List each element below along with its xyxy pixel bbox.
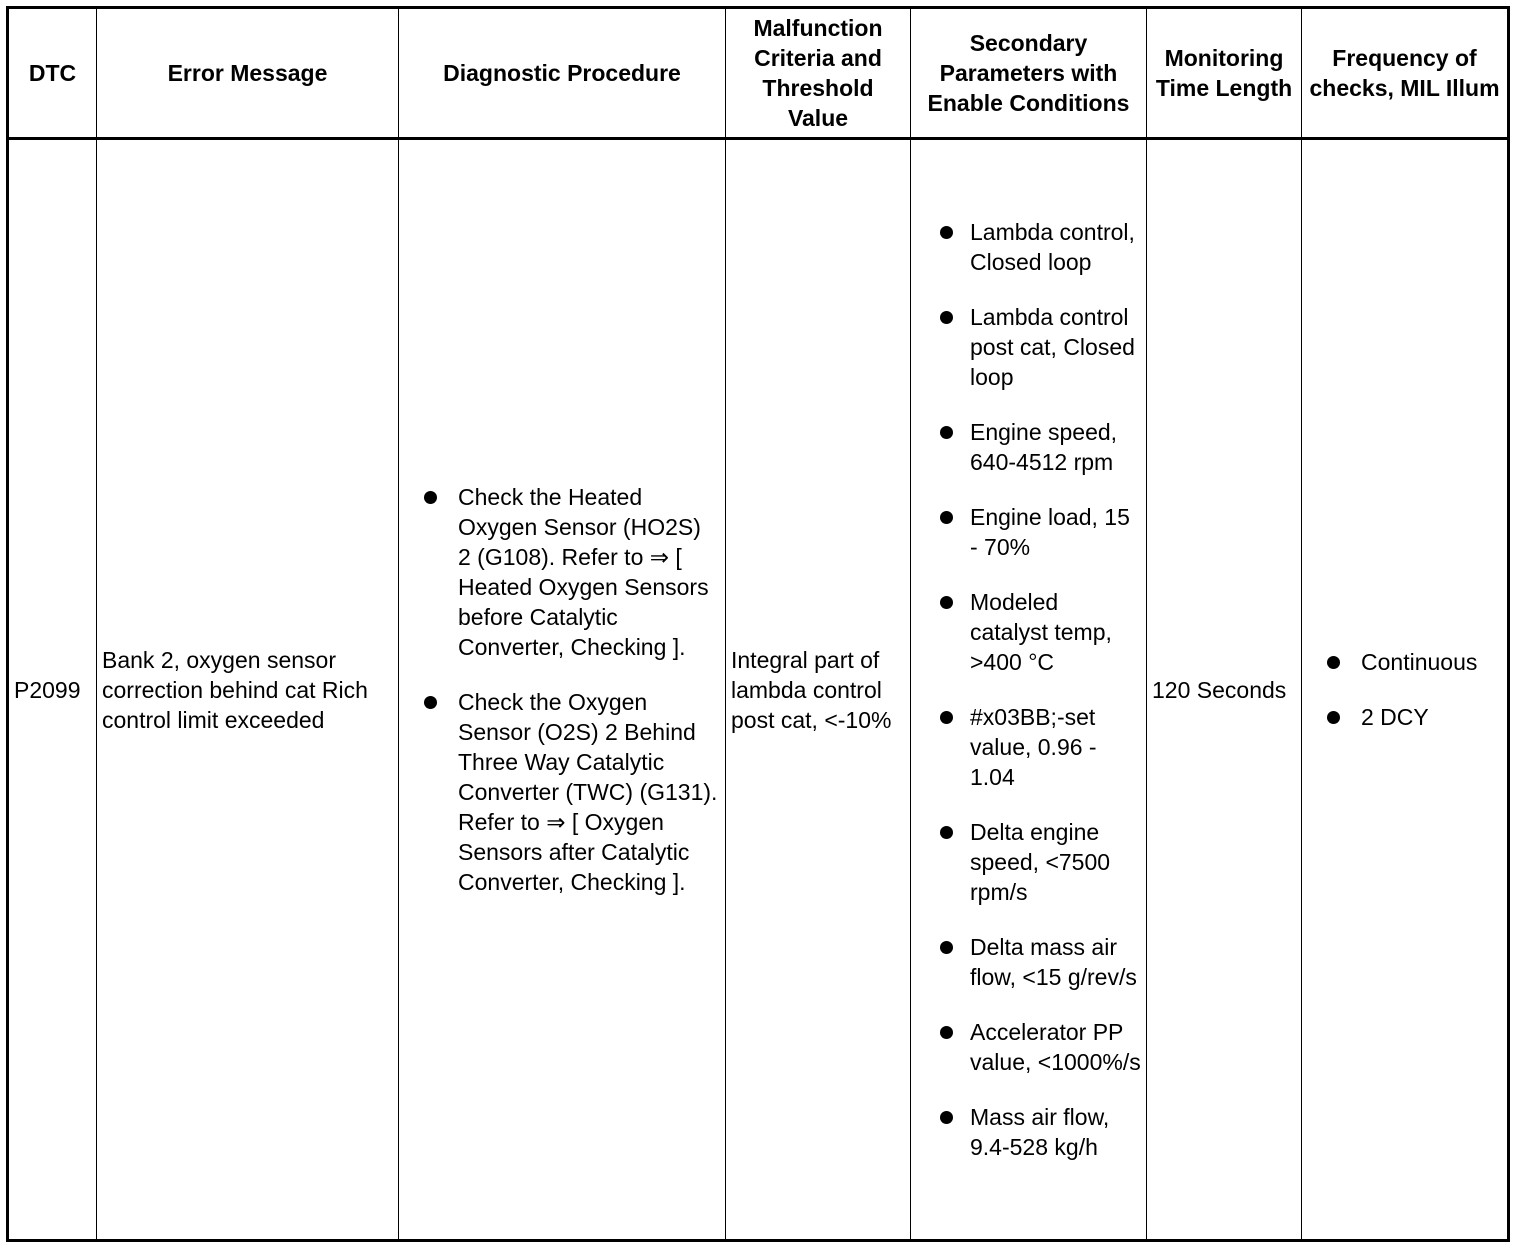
bullet-icon <box>424 696 437 709</box>
cell-error-message: Bank 2, oxygen sensor correction behind cat Rich control limit exceeded <box>97 139 399 1241</box>
list-item: Check the Heated Oxygen Sensor (HO2S) 2 (G108). Refer to ⇒ [ Heated Oxygen Sensors before Catalytic Converter, Checking ]. <box>404 482 720 662</box>
bullet-icon <box>940 941 953 954</box>
cell-dtc: P2099 <box>8 139 97 1241</box>
header-secondary-parameters: Secondary Parameters with Enable Conditions <box>911 8 1147 139</box>
list-item: Accelerator PP value, <1000%/s <box>916 1017 1141 1077</box>
bullet-icon <box>940 226 953 239</box>
diagnostic-procedure-list <box>404 482 720 897</box>
header-malfunction-criteria: Malfunction Criteria and Threshold Value <box>726 8 911 139</box>
list-item: Mass air flow, 9.4-528 kg/h <box>916 1102 1141 1162</box>
cell-frequency <box>1302 139 1509 1241</box>
bullet-icon <box>1327 656 1340 669</box>
table-row <box>8 139 1509 1241</box>
list-item: Engine speed, 640-4512 rpm <box>916 417 1141 477</box>
list-item: Delta engine speed, <7500 rpm/s <box>916 817 1141 907</box>
cell-malfunction-criteria: Integral part of lambda control post cat, <-10% <box>726 139 911 1241</box>
cell-diagnostic-procedure <box>399 139 726 1241</box>
bullet-icon <box>940 1026 953 1039</box>
bullet-icon <box>1327 711 1340 724</box>
list-item: Continuous <box>1307 647 1502 677</box>
dtc-table <box>6 6 1510 1242</box>
list-item: Engine load, 15 - 70% <box>916 502 1141 562</box>
header-monitoring-time: Monitoring Time Length <box>1147 8 1302 139</box>
frequency-list <box>1307 647 1502 732</box>
bullet-icon <box>940 711 953 724</box>
list-item: Check the Oxygen Sensor (O2S) 2 Behind Three Way Catalytic Converter (TWC) (G131). Refer to ⇒ [ Oxygen Sensors after Catalytic Converter, Checking ]. <box>404 687 720 897</box>
header-diagnostic-procedure: Diagnostic Procedure <box>399 8 726 139</box>
list-item: #x03BB;-set value, 0.96 - 1.04 <box>916 702 1141 792</box>
bullet-icon <box>940 311 953 324</box>
cell-monitoring-time: 120 Seconds <box>1147 139 1302 1241</box>
list-item: 2 DCY <box>1307 702 1502 732</box>
list-item: Lambda control, Closed loop <box>916 217 1141 277</box>
header-row <box>8 8 1509 139</box>
bullet-icon <box>940 826 953 839</box>
bullet-icon <box>424 491 437 504</box>
secondary-parameters-list <box>916 217 1141 1162</box>
cell-secondary-parameters <box>911 139 1147 1241</box>
bullet-icon <box>940 596 953 609</box>
list-item: Lambda control post cat, Closed loop <box>916 302 1141 392</box>
bullet-icon <box>940 1111 953 1124</box>
header-dtc: DTC <box>8 8 97 139</box>
list-item: Delta mass air flow, <15 g/rev/s <box>916 932 1141 992</box>
header-frequency: Frequency of checks, MIL Illum <box>1302 8 1509 139</box>
bullet-icon <box>940 511 953 524</box>
list-item: Modeled catalyst temp, >400 °C <box>916 587 1141 677</box>
bullet-icon <box>940 426 953 439</box>
header-error-message: Error Message <box>97 8 399 139</box>
